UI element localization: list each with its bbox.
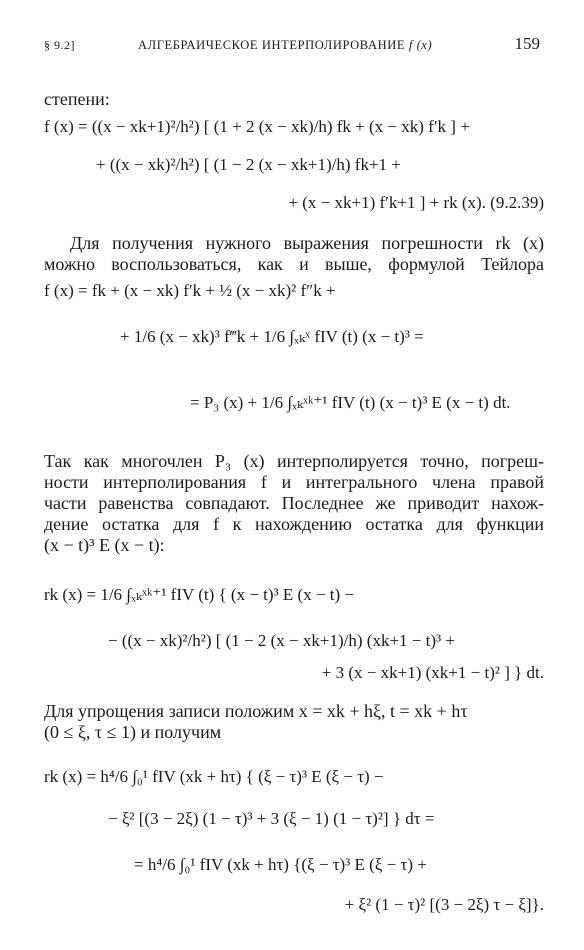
equation-line-8: − ((x − xk)²/h²) [ (1 − 2 (x − xk+1)/h) (xk+1 − t)³ + (108, 631, 455, 650)
equation-line-13: + ξ² (1 − τ)² [(3 − 2ξ) τ − ξ]}. (344, 895, 544, 914)
text-line-4: Так как многочлен P₃ (x) интерполируется точно, погреш- (44, 451, 544, 471)
equation-line-5: + 1/6 (x − xk)³ f‴k + 1/6 ∫ₓₖˣ fIV (t) (x − t)³ = (120, 327, 424, 346)
text-line-1: степени: (44, 89, 110, 109)
equation-line-10: rk (x) = h⁴/6 ∫₀¹ fIV (xk + hτ) { (ξ − τ)³ E (ξ − τ) − (44, 767, 384, 786)
running-title-fx: f (x) (408, 38, 433, 52)
section-label: § 9.2] (44, 38, 75, 52)
equation-line-2: + ((x − xk)²/h²) [ (1 − 2 (x − xk+1)/h) fk+1 + (96, 155, 401, 174)
equation-line-11: − ξ² [(3 − 2ξ) (1 − τ)³ + 3 (ξ − 1) (1 − τ)²] } dτ = (108, 809, 435, 828)
equation-line-4: f (x) = fk + (x − xk) f′k + ½ (x − xk)² f″k + (44, 281, 336, 300)
running-title-text: АЛГЕБРАИЧЕСКОЕ ИНТЕРПОЛИРОВАНИЕ (138, 38, 406, 52)
text-line-2: Для получения нужного выражения погрешности rk (x) (70, 233, 544, 253)
text-line-8: (x − t)³ E (x − t): (44, 535, 165, 555)
equation-line-12: = h⁴/6 ∫₀¹ fIV (xk + hτ) {(ξ − τ)³ E (ξ − τ) + (134, 855, 427, 874)
text-line-3: можно воспользоваться, как и выше, формулой Тейлора (44, 254, 544, 274)
equation-line-9: + 3 (x − xk+1) (xk+1 − t)² ] } dt. (321, 663, 544, 682)
page-number: 159 (514, 34, 540, 53)
text-line-10: (0 ≤ ξ, τ ≤ 1) и получим (44, 722, 222, 742)
equation-line-3: + (x − xk+1) f′k+1 ] + rk (x). (9.2.39) (288, 193, 544, 212)
text-line-5: ности интерполирования f и интегрального члена правой (44, 472, 544, 492)
equation-line-6: = P₃ (x) + 1/6 ∫ₓₖˣᵏ⁺¹ fIV (t) (x − t)³ E (x − t) dt. (190, 393, 511, 412)
text-line-7: дение остатка для f к нахождению остатка для функции (44, 514, 544, 534)
text-line-9: Для упрощения записи положим x = xk + hξ, t = xk + hτ (44, 701, 468, 721)
equation-line-1: f (x) = ((x − xk+1)²/h²) [ (1 + 2 (x − xk)/h) fk + (x − xk) f′k ] + (44, 117, 470, 136)
running-title (138, 38, 432, 53)
text-line-6: части равенства совпадают. Последнее же приводит нахож- (44, 493, 544, 513)
equation-line-7: rk (x) = 1/6 ∫ₓₖˣᵏ⁺¹ fIV (t) { (x − t)³ E (x − t) − (44, 585, 355, 604)
